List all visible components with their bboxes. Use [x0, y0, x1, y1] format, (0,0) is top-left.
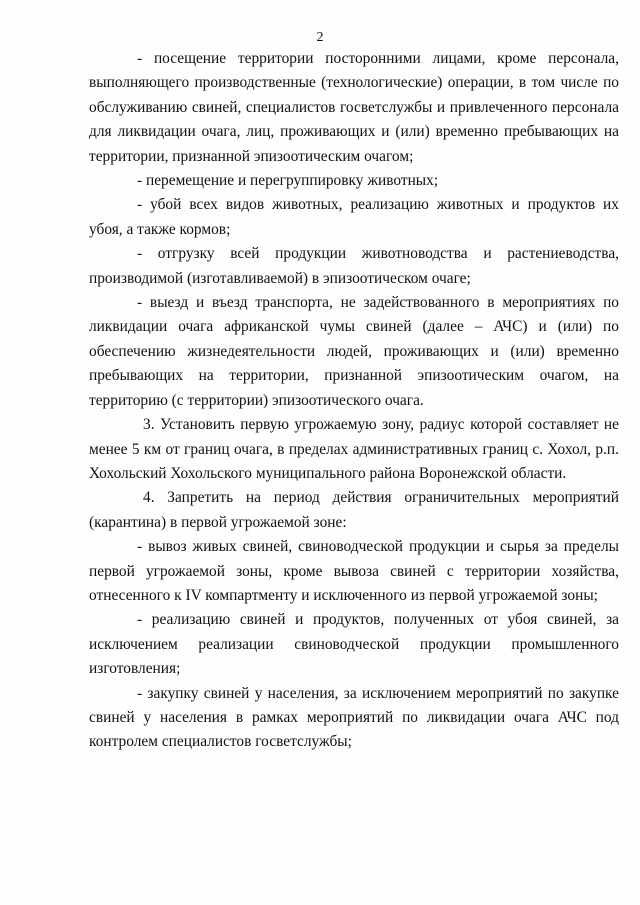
paragraph-shipment-ban: - отгрузку всей продукции животноводства и растениеводства, производимой (изготавливаемой) в эпизоотическом очаге; — [89, 245, 619, 287]
page-number: 2 — [316, 30, 324, 45]
paragraph-slaughter-ban: - убой всех видов животных, реализацию животных и продуктов их убоя, а также кормов; — [89, 196, 619, 238]
document-body — [89, 47, 619, 755]
paragraph-sale-ban: - реализацию свиней и продуктов, полученных от убоя свиней, за исключением реализации свиноводческой продукции промышленного изготовления; — [89, 611, 619, 678]
paragraph-visit-ban: - посещение территории посторонними лицами, кроме персонала, выполняющего производственные (технологические) операции, в том числе по обслуживанию свиней, специалистов госветслужбы и привлеченного персонала для ликвидации очага, лиц, проживающих и (или) временно пребывающих на территории, признанной эпизоотическим очагом; — [89, 50, 619, 165]
paragraph-transport-ban: - выезд и въезд транспорта, не задействованного в мероприятиях по ликвидации очага африканской чумы свиней (далее – АЧС) и (или) по обеспечению жизнедеятельности людей, проживающих и (или) временно пребывающих на территории, признанной эпизоотическим очагом, на территорию (с территории) эпизоотического очага. — [89, 294, 619, 409]
paragraph-item-3: 3. Установить первую угрожаемую зону, радиус которой составляет не менее 5 км от границ очага, в пределах административных границ с. Хохол, р.п. Хохольский Хохольского муниципального района Воронежской области. — [89, 416, 619, 482]
paragraph-export-ban: - вывоз живых свиней, свиноводческой продукции и сырья за пределы первой угрожаемой зоны, кроме вывоза свиней с территории хозяйства, отнесенного к IV компартменту и исключенного из первой угрожаемой зоны; — [89, 538, 619, 604]
paragraph-item-4: 4. Запретить на период действия ограничительных мероприятий (карантина) в первой угрожаемой зоне: — [89, 489, 619, 531]
paragraph-regrouping-ban: - перемещение и перегруппировку животных; — [137, 172, 439, 190]
paragraph-purchase-ban: - закупку свиней у населения, за исключением мероприятий по закупке свиней у населения в рамках мероприятий по ликвидации очага АЧС под контролем специалистов госветслужбы; — [89, 684, 619, 751]
